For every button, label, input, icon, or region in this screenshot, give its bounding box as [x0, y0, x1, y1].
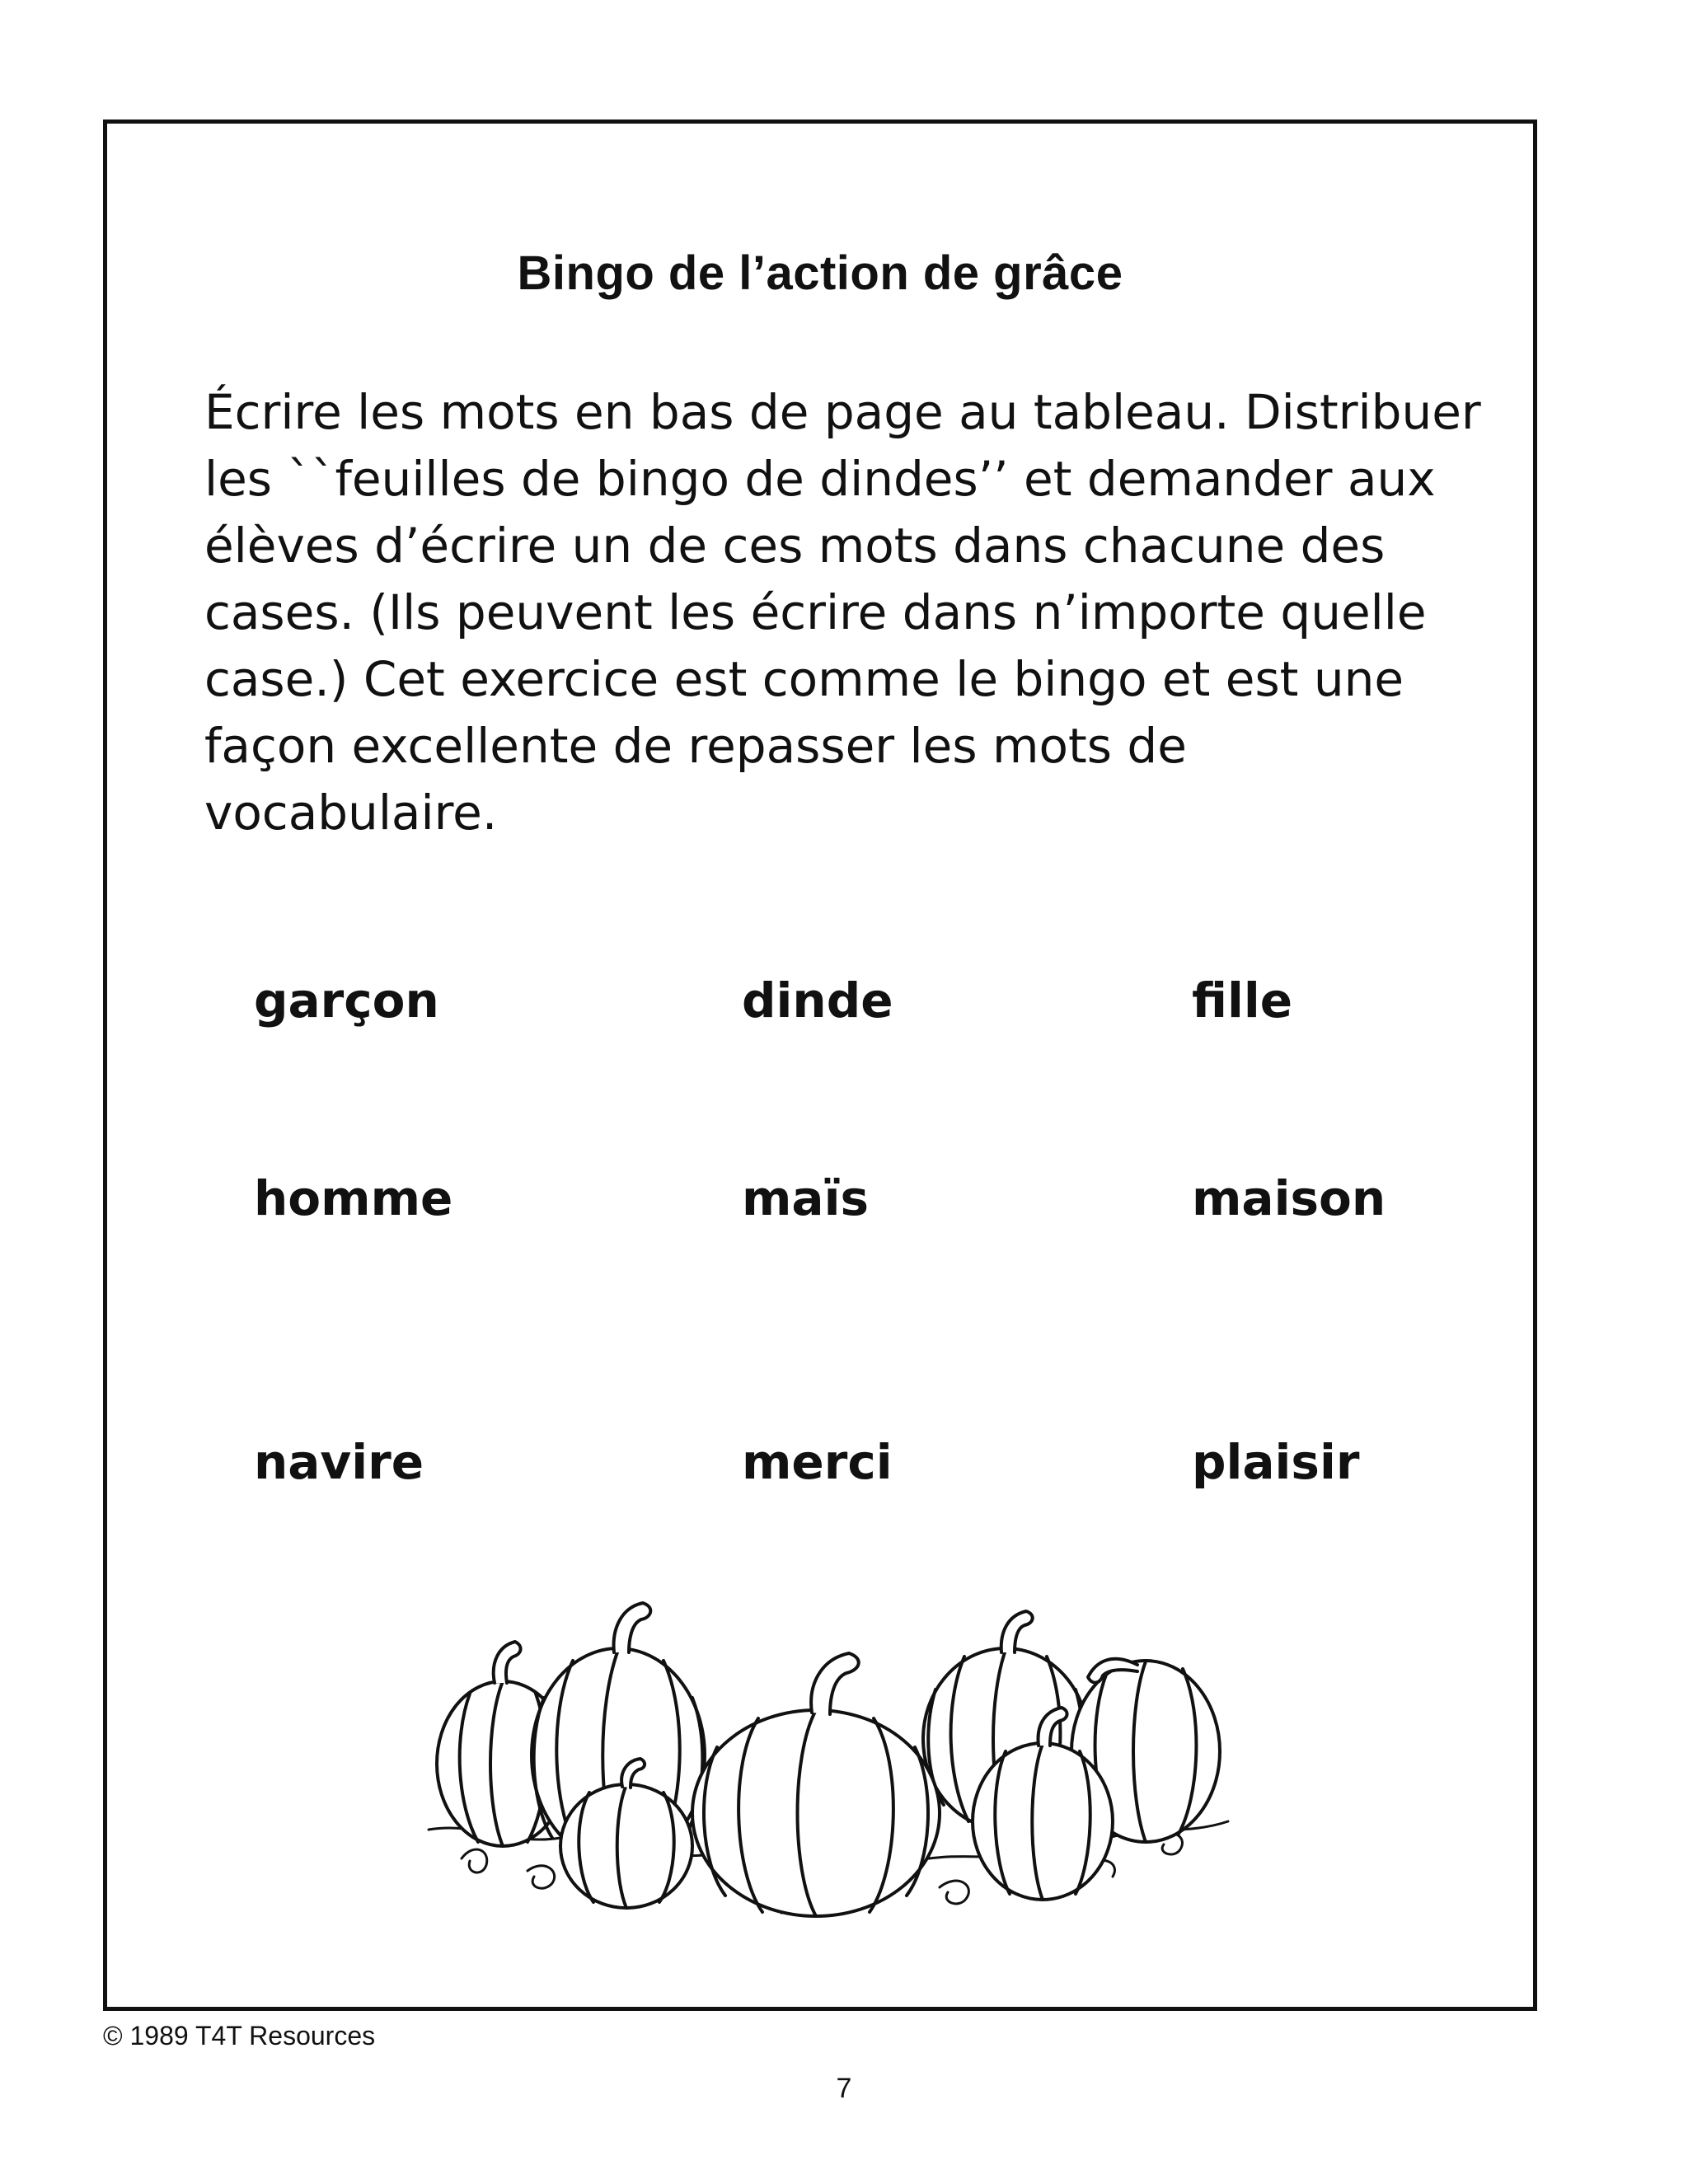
vocab-word: homme [254, 1170, 453, 1226]
vocab-word: maison [1192, 1170, 1386, 1226]
worksheet-frame [103, 120, 1537, 2011]
vocab-word: merci [742, 1434, 893, 1490]
page-number: 7 [836, 2073, 852, 2104]
vocab-word: plaisir [1192, 1434, 1360, 1490]
page-title: Bingo de l’action de grâce [517, 246, 1123, 300]
vocab-word: garçon [254, 972, 439, 1029]
vocab-word: maïs [742, 1170, 869, 1226]
vocab-word: navire [254, 1434, 424, 1490]
vocab-word: fille [1192, 972, 1293, 1029]
pumpkin-patch-icon [412, 1574, 1236, 1920]
vocab-word: dinde [742, 972, 893, 1029]
copyright-notice: © 1989 T4T Resources [103, 2021, 376, 2050]
instructions-paragraph: Écrire les mots en bas de page au tableau. Distribuer les ``feuilles de bingo de dindes’’ et demander aux élèves d’écrire un de ces mots dans chacune des cases. (Ils peuvent les écrire dans n’importe quelle case.) Cet exercice est comme le bingo et est une façon excellente de repasser les mots de vocabulaire. [204, 384, 1481, 841]
